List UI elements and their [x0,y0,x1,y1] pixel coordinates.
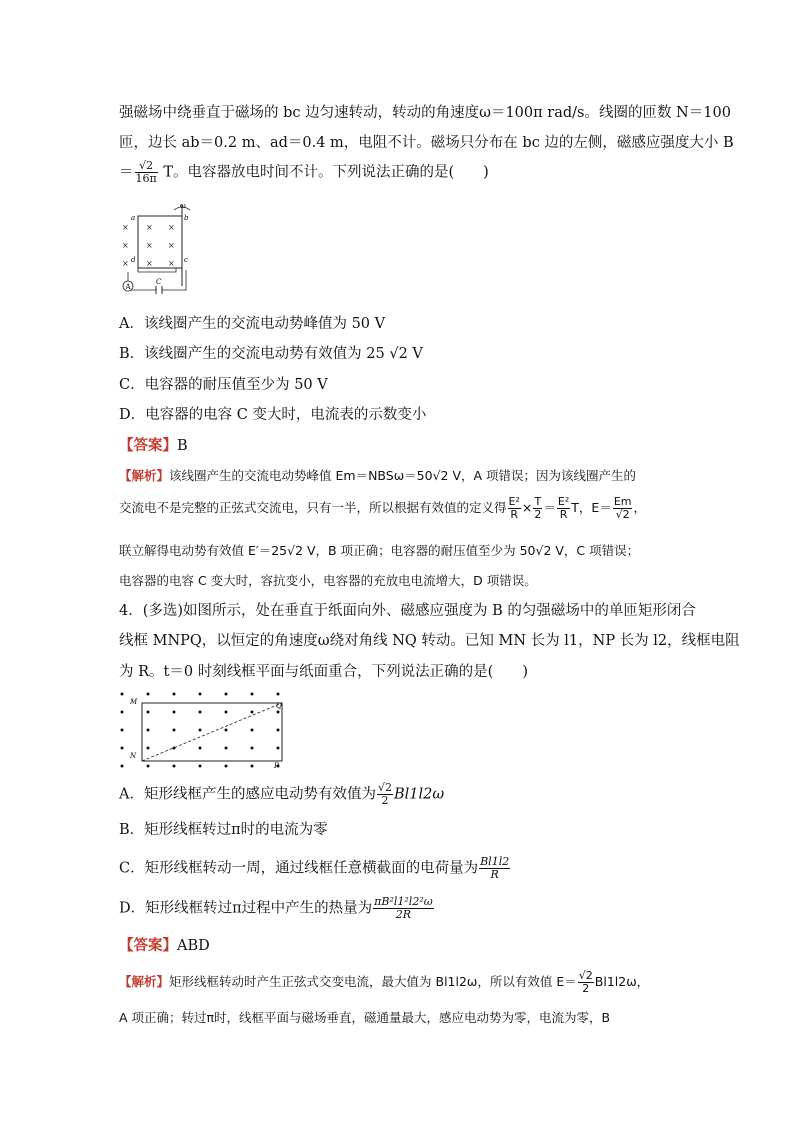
field-dot [277,711,280,714]
q3-analysis-line2 [119,496,646,521]
q3-ana-frac3: $\frac{\text{E²}}{R}$ [557,495,570,521]
field-dot [173,729,176,732]
q4-analysis-line1 [119,970,649,995]
field-dot [121,765,124,768]
svg-text:×: × [168,259,175,268]
field-dot [121,747,124,750]
field-dot [251,747,254,750]
q4-option-a [119,782,444,807]
svg-text:×: × [168,223,175,232]
q3-answer-tag: 【答案】 [119,437,177,454]
q3-coil-figure [116,200,206,300]
q4-analysis-tag: 【解析】 [119,974,170,989]
q3-analysis-text2: 交流电不是完整的正弦式交流电，只有一半，所以根据有效值的定义得 [119,500,507,515]
q3-label-a: a [131,214,136,222]
q3-b-num: √2 [135,160,158,173]
q4-stem-line3: 为 R。t＝0 时刻线框平面与纸面重合，下列说法正确的是( ) [119,664,528,680]
field-dot [147,711,150,714]
q3-ana-eq: ＝ [543,500,556,515]
q3-answer-value: B [177,438,188,454]
q4-analysis-line2: A 项正确；转过π时，线框平面与磁场垂直，磁通量最大，感应电动势为零，电流为零，B [119,1010,611,1025]
q4-answer [119,936,210,956]
field-dot [121,729,124,732]
q3-ana-frac1: $\frac{\text{E²}}{R}$ [508,495,520,521]
q4-analysis-text1-end: Bl1l2ω， [594,974,650,989]
field-dot [173,711,176,714]
svg-text:×: × [146,223,153,232]
q4-stem-line1: 4．(多选)如图所示，处在垂直于纸面向外、磁感应强度为 B 的匀强磁场中的单匝矩形闭合 [119,603,696,619]
q4-answer-value: ABD [177,938,210,954]
field-dot [199,693,202,696]
q4-label-P: P [274,762,279,770]
q4-frame-figure [116,690,296,772]
field-dot [225,711,228,714]
q3-stem-line1: 强磁场中绕垂直于磁场的 bc 边匀速转动，转动的角速度ω＝100π rad/s。线圈的匝数 N＝100 [119,105,731,121]
field-dot [251,729,254,732]
field-dot [147,747,150,750]
field-dot [225,693,228,696]
q3-label-b: b [184,214,189,222]
q4-stem-line2: 线框 MNPQ，以恒定的角速度ω绕对角线 NQ 转动。已知 MN 长为 l1，NP 长为 l2，线框电阻 [119,633,740,649]
field-dot [147,693,150,696]
field-dot [121,711,124,714]
q3-answer [119,436,188,456]
field-dot [173,765,176,768]
field-dot [225,747,228,750]
field-dot [121,693,124,696]
field-dot [277,729,280,732]
field-dot [225,765,228,768]
q3-omega-label: ω [180,202,186,210]
q4-option-c [119,856,511,881]
q3-ana-times: × [521,500,533,515]
q4-label-Q: Q [276,702,282,710]
q4-option-c-text: C．矩形线框转动一周，通过线框任意横截面的电荷量为 [119,860,479,877]
field-dot [147,729,150,732]
svg-text:×: × [168,241,175,250]
field-dot [173,693,176,696]
q3-analysis-text1: 该线圈产生的交流电动势峰值 Em＝NBSω＝50√2 V，A 项错误；因为该线圈产生的 [169,468,637,483]
q4-ana-frac: $\frac{√2}{2}$ [578,969,593,995]
q4-label-N: N [130,752,137,760]
q3-b-den: 16π [135,172,157,185]
svg-text:×: × [146,259,153,268]
q4-label-M: M [130,698,138,706]
q3-option-b [119,344,423,364]
q3-label-c: c [184,256,188,264]
q3-ana-frac2: $\frac{T}{2}$ [534,495,542,521]
q3-option-a: A．该线圈产生的交流电动势峰值为 50 V [119,316,386,332]
q4-option-a-expr: Bl1l2ω [394,786,445,803]
q4-field-dots [121,693,280,768]
q4-diagonal-axis [142,703,282,761]
q3-ana-frac4: $\frac{Em}{√2}$ [613,495,632,521]
q3-option-b-text: B．该线圈产生的交流电动势有效值为 25 [119,346,385,362]
q3-analysis-line4: 电容器的电容 C 变大时，容抗变小，电容器的充放电电流增大，D 项错误。 [119,573,537,588]
q4-option-c-frac: $\frac{Bl1l2}{R}$ [480,855,510,881]
q4-analysis-text1: 矩形线框转动时产生正弦式交变电流，最大值为 Bl1l2ω，所以有效值 E＝ [169,974,577,989]
q3-label-d: d [131,256,136,264]
field-dot [251,693,254,696]
q3-analysis-line3: 联立解得电动势有效值 E′＝25√2 V，B 项正确；电容器的耐压值至少为 50√2 V，C 项错误； [119,543,640,558]
q4-option-b: B．矩形线框转过π时的电流为零 [119,822,328,838]
q3-stem-line3 [119,160,489,185]
q3-ammeter-label: A [125,283,131,291]
field-dot [225,729,228,732]
field-dot [251,765,254,768]
q3-option-d: D．电容器的电容 C 变大时，电流表的示数变小 [119,407,427,423]
q4-option-d-text: D．矩形线框转过π过程中产生的热量为 [119,900,373,917]
svg-text:×: × [146,241,153,250]
field-dot [147,765,150,768]
svg-text:×: × [122,259,129,268]
q3-option-c: C．电容器的耐压值至少为 50 V [119,377,328,393]
field-dot [277,693,280,696]
q3-analysis-line1 [119,466,636,486]
q3-capacitor-label: C [156,278,162,286]
q3-eq-sign: ＝ [119,164,134,181]
field-dot [199,765,202,768]
q3-ana-end: ， [633,500,646,515]
field-dot [199,711,202,714]
field-dot [199,747,202,750]
q3-stem-line3-text: T。电容器放电时间不计。下列说法正确的是( ) [158,164,489,181]
svg-text:×: × [122,223,129,232]
q3-field-crosses [122,223,175,268]
q4-option-d-frac: $\frac{\text{πB²l1²l2²ω}}{2R}$ [374,895,433,921]
field-dot [199,729,202,732]
q4-answer-tag: 【答案】 [119,937,177,954]
q4-option-a-frac: $\frac{√2}{2}$ [377,781,392,807]
q4-option-a-text: A．矩形线框产生的感应电动势有效值为 [119,786,376,803]
q4-option-d [119,896,435,921]
field-dot [277,747,280,750]
svg-text:×: × [122,241,129,250]
q3-ana-mid: T，E＝ [571,500,612,515]
q3-analysis-tag: 【解析】 [119,468,170,483]
q3-option-b-radical: √2 [389,346,408,362]
field-dot [251,711,254,714]
q3-b-fraction [135,160,158,185]
q3-stem-line2: 匝，边长 ab＝0.2 m、ad＝0.4 m，电阻不计。磁场只分布在 bc 边的左侧，磁感应强度大小 B [119,135,734,151]
q3-option-b-unit: V [407,346,423,362]
